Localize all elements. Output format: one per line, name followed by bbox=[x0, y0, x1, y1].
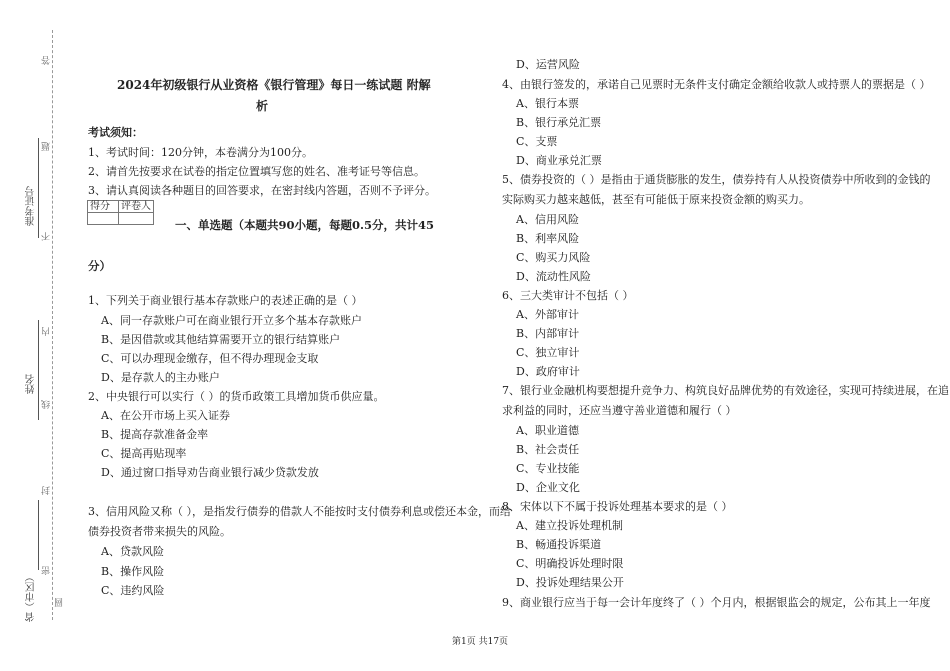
question-option: C、支票 bbox=[516, 135, 558, 148]
section-title-line2: 分） bbox=[88, 259, 111, 273]
question-option: A、贷款风险 bbox=[101, 545, 164, 558]
question-option: A、同一存款账户可在商业银行开立多个基本存款账户 bbox=[101, 314, 362, 327]
question-option: C、购买力风险 bbox=[516, 251, 591, 264]
grader-cell[interactable] bbox=[119, 213, 154, 225]
underline-province bbox=[38, 500, 39, 570]
question-stem: 2、中央银行可以实行（ ）的货币政策工具增加货币供应量。 bbox=[88, 390, 385, 403]
question-option: A、外部审计 bbox=[516, 308, 579, 321]
instruction-item: 2、请首先按要求在试卷的指定位置填写您的姓名、准考证号等信息。 bbox=[88, 165, 425, 178]
page-number: 第1页 共17页 bbox=[452, 637, 509, 647]
question-option: D、投诉处理结果公开 bbox=[516, 576, 624, 589]
question-option: C、明确投诉处理时限 bbox=[516, 557, 624, 570]
question-option: B、是因借款或其他结算需要开立的银行结算账户 bbox=[101, 333, 341, 346]
label-exam-number: 准考证号 bbox=[26, 186, 37, 226]
question-option: D、运营风险 bbox=[516, 58, 580, 71]
seal-mark-feng: 封 bbox=[42, 486, 52, 495]
question-option: B、内部审计 bbox=[516, 327, 580, 340]
question-stem: 3、信用风险又称（ ），是指发行债券的借款人不能按时支付债券利息或偿还本金，而给 bbox=[88, 505, 511, 518]
question-option: A、建立投诉处理机制 bbox=[516, 519, 623, 532]
score-label: 得分 bbox=[88, 201, 119, 213]
question-option: B、操作风险 bbox=[101, 565, 165, 578]
grader-label: 评卷人 bbox=[119, 201, 154, 213]
question-option: D、商业承兑汇票 bbox=[516, 154, 602, 167]
question-stem-cont: 求利益的同时，还应当遵守善业道德和履行（ ） bbox=[502, 404, 737, 417]
question-stem: 5、债券投资的（ ）是指由于通货膨胀的发生，债券持有人从投资债券中所收到的金钱的 bbox=[502, 173, 931, 186]
question-stem: 1、下列关于商业银行基本存款账户的表述正确的是（ ） bbox=[88, 294, 363, 307]
question-option: C、提高再贴现率 bbox=[101, 447, 187, 460]
underline-exam-number bbox=[38, 138, 39, 238]
instructions-heading: 考试须知： bbox=[88, 126, 143, 139]
question-option: D、通过窗口指导劝告商业银行减少贷款发放 bbox=[101, 466, 319, 479]
question-option: B、银行承兑汇票 bbox=[516, 116, 602, 129]
question-option: D、是存款人的主办账户 bbox=[101, 371, 220, 384]
question-stem: 4、由银行签发的，承诺自己见票时无条件支付确定金额给收款人或持票人的票据是（ ） bbox=[502, 78, 931, 91]
question-stem-cont: 实际购买力越来越低，甚至有可能低于原来投资金额的购买力。 bbox=[502, 193, 810, 206]
question-option: B、提高存款准备金率 bbox=[101, 428, 209, 441]
question-stem: 8、宋体以下不属于投诉处理基本要求的是（ ） bbox=[502, 500, 733, 513]
seal-mark-bu: 不 bbox=[42, 232, 52, 241]
question-option: B、利率风险 bbox=[516, 232, 580, 245]
question-stem: 6、三大类审计不包括（ ） bbox=[502, 289, 634, 302]
question-option: B、社会责任 bbox=[516, 443, 580, 456]
seal-mark-yuan: 圆 bbox=[55, 598, 65, 607]
instruction-item: 3、请认真阅读各种题目的回答要求，在密封线内答题，否则不予评分。 bbox=[88, 184, 436, 197]
question-option: A、在公开市场上买入证券 bbox=[101, 409, 230, 422]
section-title-line1: 一、单选题（本题共90小题，每题0.5分，共计45 bbox=[175, 218, 435, 232]
instruction-item: 1、考试时间：120分钟，本卷满分为100分。 bbox=[88, 146, 313, 159]
question-option: C、专业技能 bbox=[516, 462, 580, 475]
question-option: D、企业文化 bbox=[516, 481, 580, 494]
question-option: B、畅通投诉渠道 bbox=[516, 538, 602, 551]
question-option: D、流动性风险 bbox=[516, 270, 591, 283]
seal-line bbox=[52, 30, 53, 620]
seal-mark-mi: 密 bbox=[42, 566, 52, 575]
question-stem: 7、银行业金融机构要想提升竞争力、构筑良好品牌优势的有效途径，实现可持续进展，在追 bbox=[502, 384, 949, 397]
seal-mark-da: 答 bbox=[42, 56, 52, 65]
question-option: C、独立审计 bbox=[516, 346, 580, 359]
score-box bbox=[87, 200, 154, 225]
question-option: C、违约风险 bbox=[101, 584, 165, 597]
score-cell[interactable] bbox=[88, 213, 119, 225]
page-title-line1: 2024年初级银行从业资格《银行管理》每日一练试题 附解 bbox=[117, 78, 431, 92]
seal-mark-nei: 内 bbox=[42, 327, 52, 336]
label-name: 姓名 bbox=[26, 374, 37, 394]
question-option: D、政府审计 bbox=[516, 365, 580, 378]
question-option: A、银行本票 bbox=[516, 97, 579, 110]
question-stem: 9、商业银行应当于每一会计年度终了（ ）个月内，根据银监会的规定，公布其上一年度 bbox=[502, 596, 931, 609]
seal-mark-ti: 题 bbox=[42, 142, 52, 151]
question-option: A、信用风险 bbox=[516, 213, 579, 226]
question-stem-cont: 债券投资者带来损失的风险。 bbox=[88, 525, 231, 538]
label-province: 省（市区） bbox=[26, 572, 37, 622]
underline-name bbox=[38, 320, 39, 420]
seal-mark-xian: 线 bbox=[42, 400, 52, 409]
question-option: C、可以办理现金缴存，但不得办理现金支取 bbox=[101, 352, 319, 365]
page-title-line2: 析 bbox=[256, 99, 269, 113]
question-option: A、职业道德 bbox=[516, 424, 579, 437]
